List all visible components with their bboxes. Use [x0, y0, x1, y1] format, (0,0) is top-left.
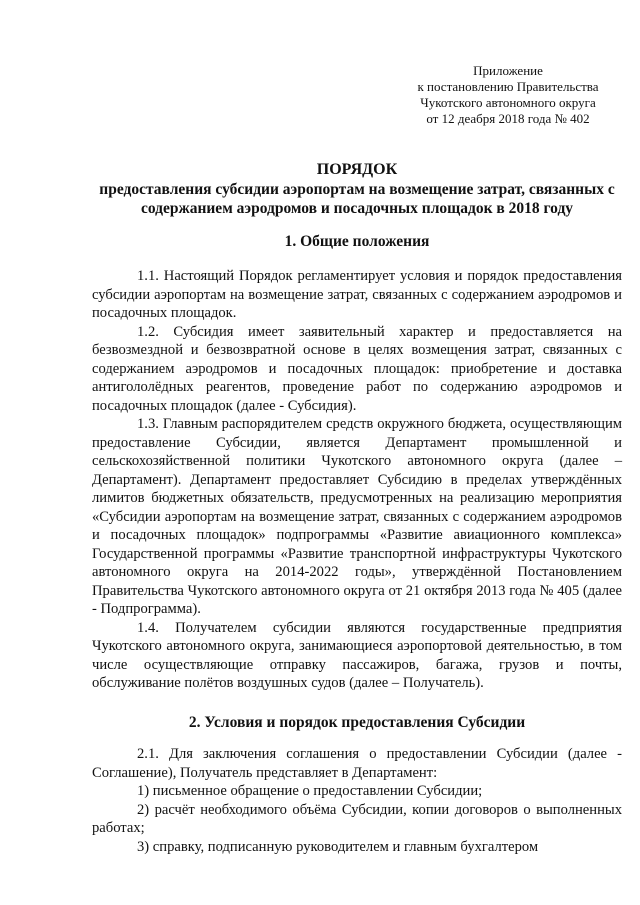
appendix-block [398, 63, 618, 127]
paragraph-1-2: 1.2. Субсидия имеет заявительный характер и предоставляется на безвозмездной и безвозвратной основе в целях возмещения затрат, связанных с содержанием аэродромов и посадочных площадок: приобретение и доставка антигололёдных реагентов, проведение работ по содержанию аэродромов и посадочных площадок (далее - Субсидия). [92, 323, 622, 414]
list-item-2: 2) расчёт необходимого объёма Субсидии, копии договоров о выполненных работах; [92, 801, 622, 836]
section-1-heading: 1. Общие положения [284, 233, 430, 250]
document-title [92, 160, 622, 218]
paragraph-1-4: 1.4. Получателем субсидии являются государственные предприятия Чукотского автономного округа, занимающиеся аэропортовой деятельностью, в том числе осуществляющие отправку пассажиров, багажа, грузов и почты, обслуживание полётов воздушных судов (далее – Получатель). [92, 619, 622, 691]
appendix-line-4: от 12 деабря 2018 года № 402 [426, 111, 590, 126]
section-2-body [92, 745, 622, 856]
appendix-line-1: Приложение [473, 63, 543, 78]
appendix-line-3: Чукотского автономного округа [420, 95, 596, 110]
section-2-heading: 2. Условия и порядок предоставления Субсидии [188, 714, 526, 731]
list-item-1: 1) письменное обращение о предоставлении Субсидии; [137, 783, 483, 799]
paragraph-1-1: 1.1. Настоящий Порядок регламентирует условия и порядок предоставления субсидии аэропортам на возмещение затрат, связанных с содержанием аэродромов и посадочных площадок. [92, 268, 622, 321]
section-1-body [92, 267, 622, 693]
paragraph-2-1: 2.1. Для заключения соглашения о предоставлении Субсидии (далее - Соглашение), Получатель представляет в Департамент: [92, 746, 622, 781]
paragraph-1-3: 1.3. Главным распорядителем средств окружного бюджета, осуществляющим предоставление Субсидии, является Департамент промышленной и сельскохозяйственной политики Чукотского автономного округа (далее – Департамент). Департамент предоставляет Субсидию в пределах утверждённых лимитов бюджетных обязательств, предусмотренных на реализацию мероприятия «Субсидии аэропортам на возмещение затрат, связанных с содержанием аэродромов и посадочных площадок» подпрограммы «Развитие авиационного комплекса» Государственной программы «Развитие транспортной инфраструктуры Чукотского автономного округа на 2014-2022 годы», утверждённой Постановлением Правительства Чукотского автономного округа от 21 октября 2013 года № 405 (далее - Подпрограмма). [92, 416, 622, 617]
appendix-line-2: к постановлению Правительства [417, 79, 599, 94]
title-subtitle: предоставления субсидии аэропортам на возмещение затрат, связанных с содержанием аэродромов и посадочных площадок в 2018 году [99, 181, 615, 217]
list-item-3: 3) справку, подписанную руководителем и главным бухгалтером [137, 838, 539, 855]
title-heading: ПОРЯДОК [316, 161, 398, 178]
